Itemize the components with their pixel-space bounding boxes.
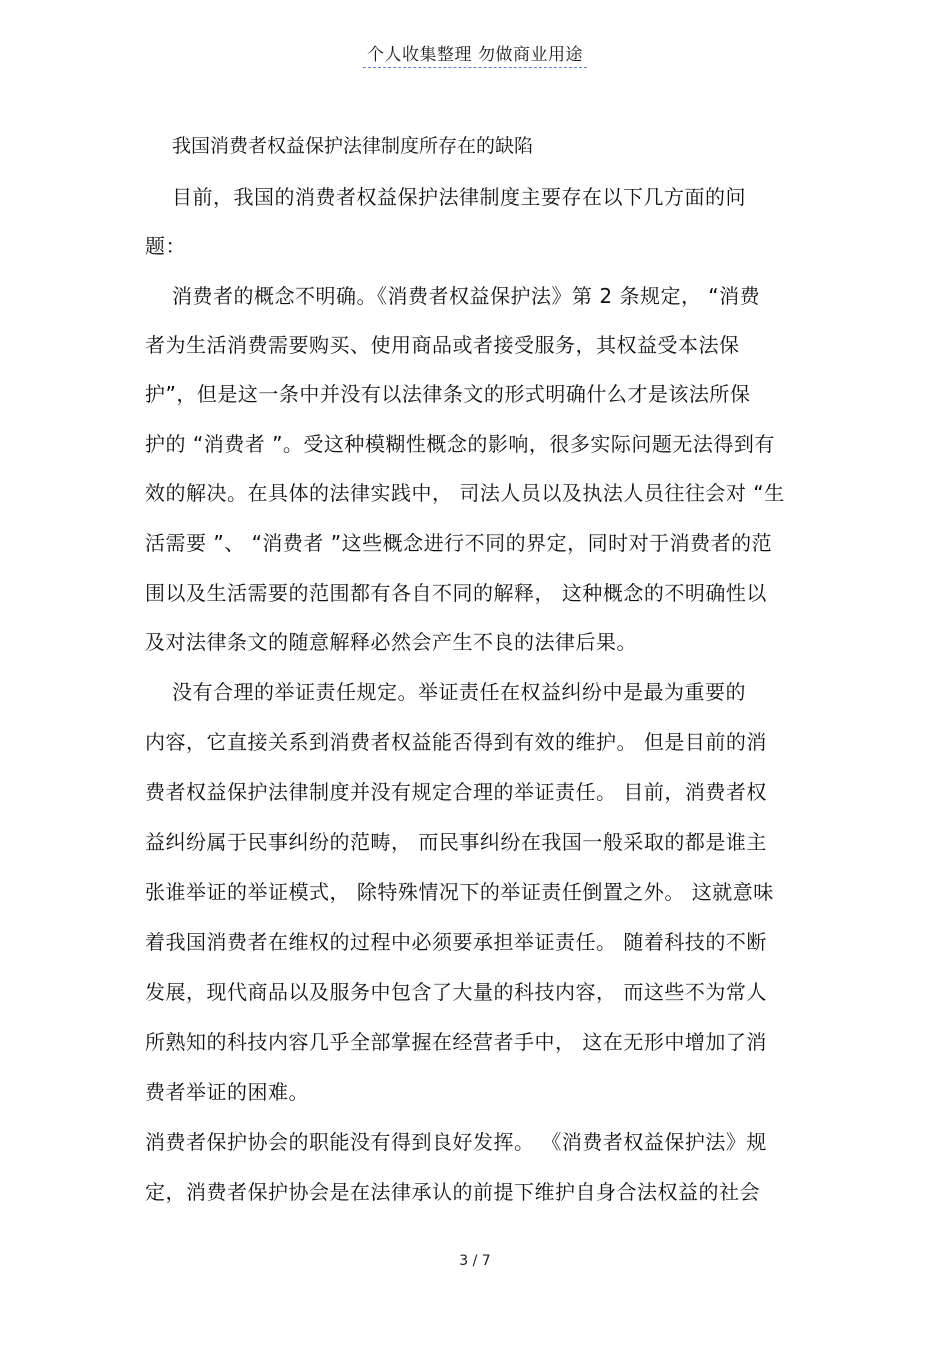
text-line: 活需要 ”、 “消费者 ”这些概念进行不同的界定，同时对于消费者的范 bbox=[145, 531, 773, 555]
text-line: 护的 “消费者 ”。受这种模糊性概念的影响，很多实际问题无法得到有 bbox=[145, 432, 775, 456]
text-line: 者为生活消费需要购买、使用商品或者接受服务，其权益受本法保 bbox=[145, 333, 740, 357]
section-title: 我国消费者权益保护法律制度所存在的缺陷 bbox=[172, 135, 534, 157]
text-line: 着我国消费者在维权的过程中必须要承担举证责任。 随着科技的不断 bbox=[145, 930, 767, 954]
page-header bbox=[0, 40, 950, 65]
header-note: 个人收集整理 勿做商业用途 bbox=[363, 45, 587, 68]
text-line: 目前，我国的消费者权益保护法律制度主要存在以下几方面的问 bbox=[172, 185, 746, 209]
page-number: 3 / 7 bbox=[459, 1253, 491, 1269]
text-line: 消费者的概念不明确。《消费者权益保护法》第 2 条规定， “消费 bbox=[172, 284, 761, 308]
text-line: 定，消费者保护协会是在法律承认的前提下维护自身合法权益的社会 bbox=[145, 1180, 760, 1204]
text-line: 益纠纷属于民事纠纷的范畴， 而民事纠纷在我国一般采取的都是谁主 bbox=[145, 830, 767, 854]
text-line: 没有合理的举证责任规定。举证责任在权益纠纷中是最为重要的 bbox=[172, 680, 746, 704]
text-line: 费者举证的困难。 bbox=[145, 1080, 309, 1104]
text-line: 围以及生活需要的范围都有各自不同的解释， 这种概念的不明确性以 bbox=[145, 581, 767, 605]
text-line: 内容，它直接关系到消费者权益能否得到有效的维护。 但是目前的消 bbox=[145, 730, 767, 754]
text-line: 及对法律条文的随意解释必然会产生不良的法律后果。 bbox=[145, 630, 637, 654]
text-line: 效的解决。在具体的法律实践中， 司法人员以及执法人员往往会对 “生 bbox=[145, 481, 785, 505]
text-line: 消费者保护协会的职能没有得到良好发挥。 《消费者权益保护法》规 bbox=[145, 1130, 767, 1154]
text-line: 费者权益保护法律制度并没有规定合理的举证责任。 目前，消费者权 bbox=[145, 780, 767, 804]
text-line: 所熟知的科技内容几乎全部掌握在经营者手中， 这在无形中增加了消 bbox=[145, 1030, 767, 1054]
text-line: 张谁举证的举证模式， 除特殊情况下的举证责任倒置之外。 这就意味 bbox=[145, 880, 774, 904]
text-line: 发展，现代商品以及服务中包含了大量的科技内容， 而这些不为常人 bbox=[145, 980, 767, 1004]
text-line: 护”，但是这一条中并没有以法律条文的形式明确什么才是该法所保 bbox=[145, 382, 751, 406]
text-line: 题： bbox=[145, 234, 186, 258]
